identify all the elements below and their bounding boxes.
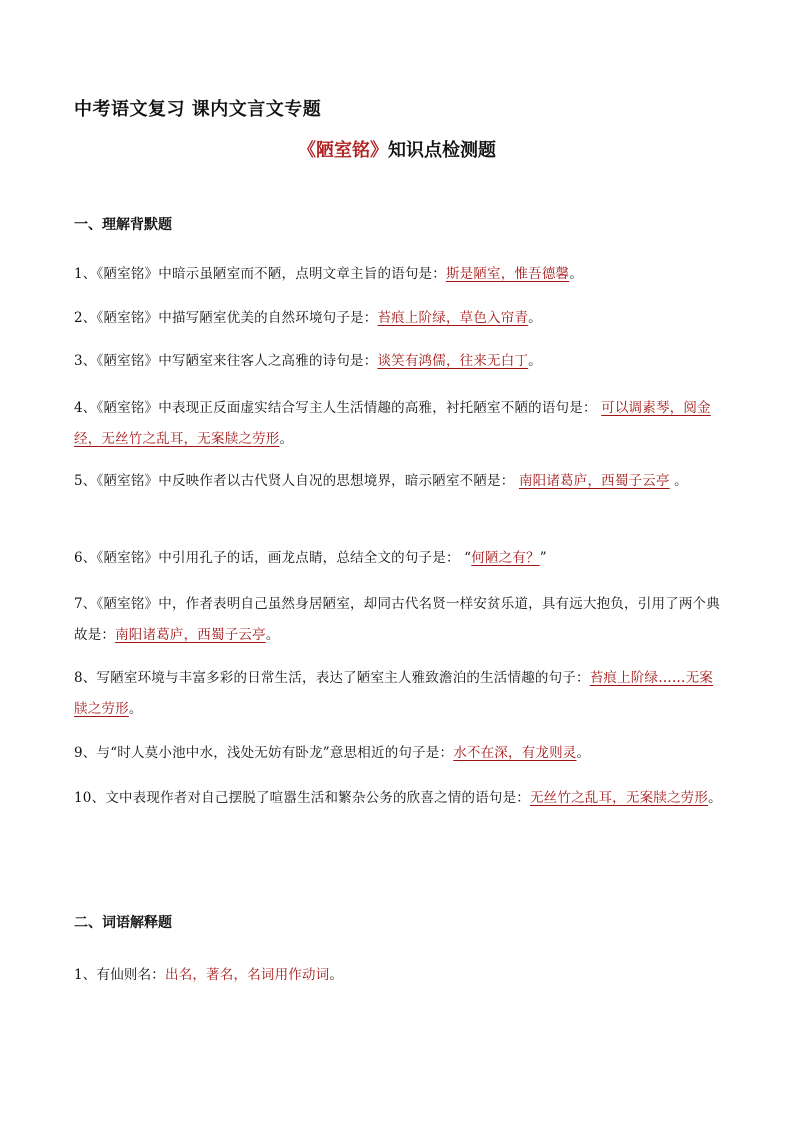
question-2: 2、《陋室铭》中描写陋室优美的自然环境句子是：苔痕上阶绿，草色入帘青。: [74, 310, 542, 326]
question-7: 7、《陋室铭》中，作者表明自己虽然身居陋室，却同古代名贤一样安贫乐道，具有远大抱负，引用了两个典故是：南阳诸葛庐，西蜀子云亭。: [74, 596, 720, 643]
vocab-answer-1: 出名，著名，名词用作动词: [165, 967, 330, 983]
question-5: 5、《陋室铭》中反映作者以古代贤人自况的思想境界，暗示陋室不陋是： 南阳诸葛庐，西蜀子云亭 。: [74, 473, 688, 489]
question-9: 9、与“时人莫小池中水，浅处无妨有卧龙”意思相近的句子是：水不在深，有龙则灵。: [74, 745, 591, 761]
vocab-question-1: 1、有仙则名：出名，著名，名词用作动词。: [74, 967, 344, 983]
subtitle-book-name: 《陋室铭》: [298, 140, 388, 161]
question-8: 8、写陋室环境与丰富多彩的日常生活，表达了陋室主人雅致澹泊的生活情趣的句子：苔痕上阶绿……无案牍之劳形。: [74, 670, 714, 717]
question-4: 4、《陋室铭》中表现正反面虚实结合写主人生活情趣的高雅，衬托陋室不陋的语句是： 可以调素琴，阅金经，无丝竹之乱耳，无案牍之劳形。: [74, 400, 711, 447]
answer-1: 斯是陋室，惟吾德馨: [445, 266, 570, 282]
question-1: 1、《陋室铭》中暗示虽陋室而不陋，点明文章主旨的语句是：斯是陋室，惟吾德馨。: [74, 266, 583, 282]
question-6: 6、《陋室铭》中引用孔子的话，画龙点睛，总结全文的句子是： “何陋之有？”: [74, 550, 547, 566]
answer-9: 水不在深，有龙则灵: [453, 745, 577, 761]
document-title: 中考语文复习 课内文言文专题: [74, 99, 322, 120]
section-2-heading: 二、词语解释题: [74, 915, 172, 931]
question-3: 3、《陋室铭》中写陋室来往客人之高雅的诗句是：谈笑有鸿儒，往来无白丁。: [74, 353, 542, 369]
section-1-heading: 一、理解背默题: [74, 217, 172, 233]
answer-5: 南阳诸葛庐，西蜀子云亭: [518, 473, 670, 489]
answer-7: 南阳诸葛庐，西蜀子云亭: [115, 627, 266, 643]
answer-3: 谈笑有鸿儒，往来无白丁: [377, 353, 529, 369]
answer-2: 苔痕上阶绿，草色入帘青: [377, 310, 529, 326]
answer-6: 何陋之有？: [471, 550, 540, 566]
answer-10: 无丝竹之乱耳，无案牍之劳形: [529, 790, 709, 806]
question-10: 10、文中表现作者对自己摆脱了喧嚣生活和繁杂公务的欣喜之情的语句是：无丝竹之乱耳，无案牍之劳形。: [74, 790, 722, 806]
answer-4: 可以调素琴，阅金经，无丝竹之乱耳，无案牍之劳形: [74, 400, 711, 447]
document-subtitle: [0, 136, 794, 162]
subtitle-rest: 知识点检测题: [388, 140, 496, 161]
answer-8: 苔痕上阶绿……无案牍之劳形: [74, 670, 714, 717]
